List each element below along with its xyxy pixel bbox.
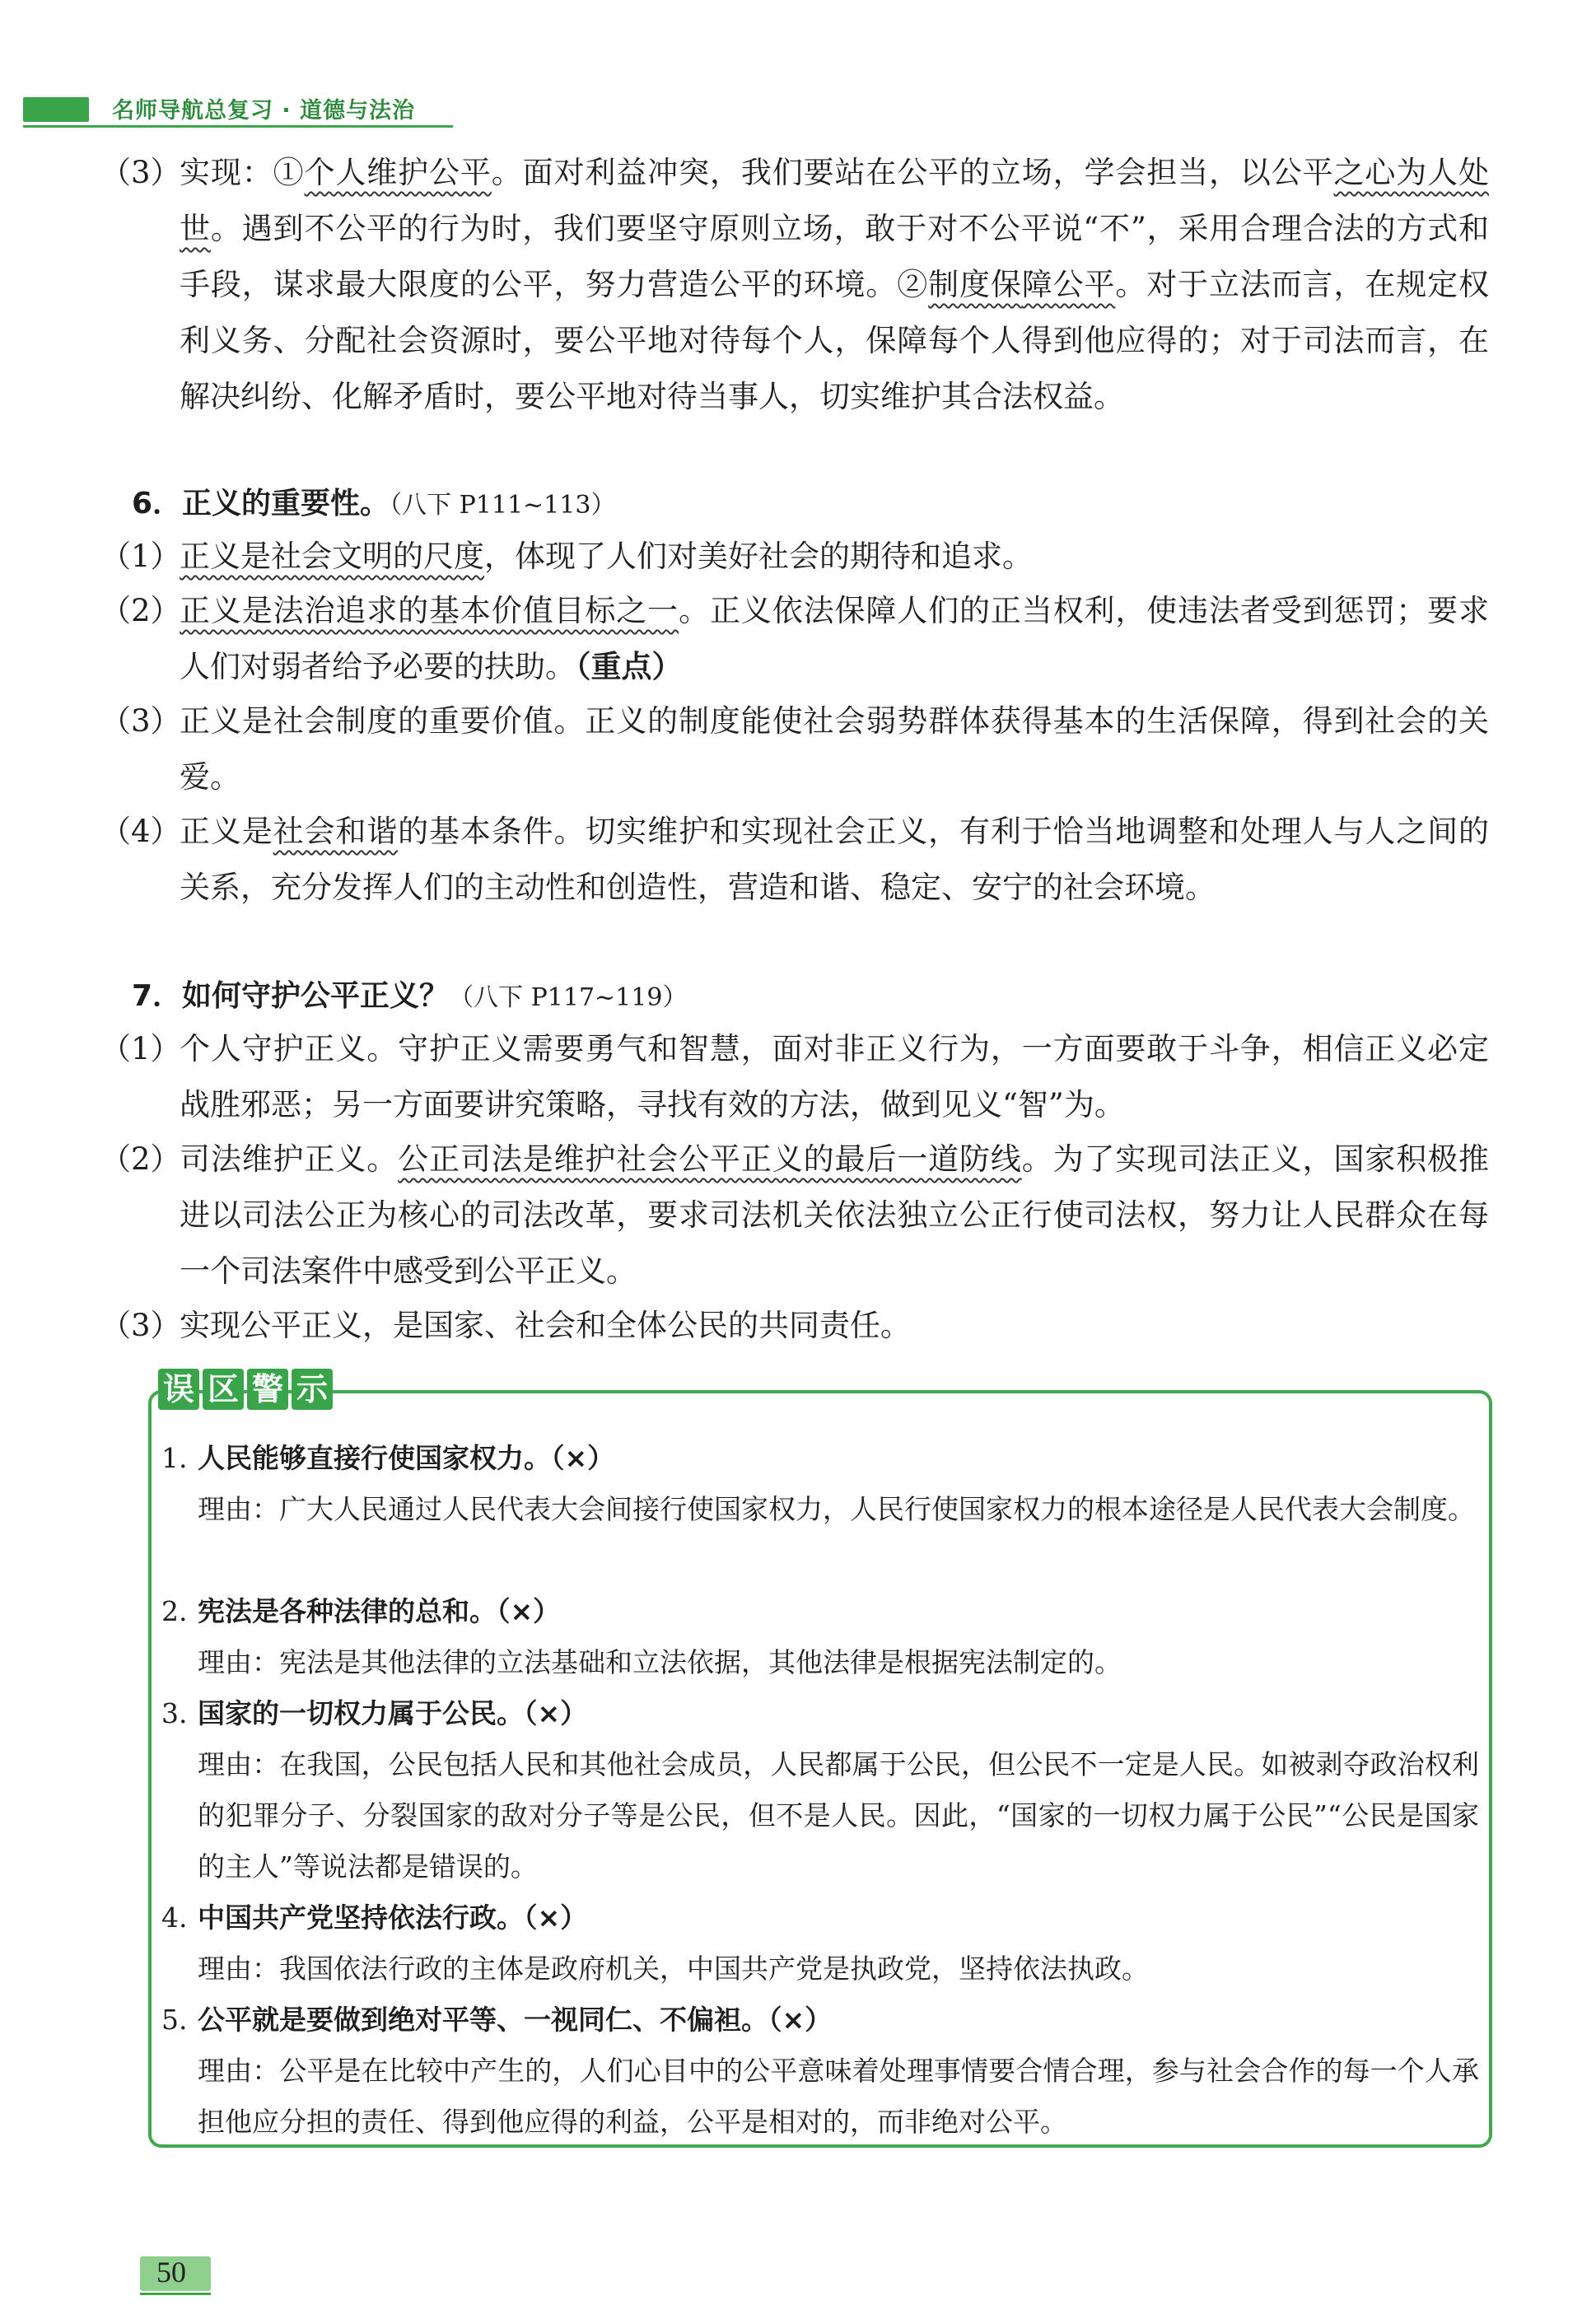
misconception: 人民能够直接行使国家权力。（×） [198, 1442, 615, 1474]
text: 实现公平正义，是国家、社会和全体公民的共同责任。 [180, 1308, 911, 1343]
section-title: 7．如何守护公平正义？ [132, 979, 450, 1013]
misconception: 中国共产党坚持依法行政。（×） [198, 1901, 588, 1934]
title-char: 警 [247, 1369, 288, 1410]
item-number: 3. [161, 1697, 188, 1729]
text: 。为了实现司法正义，国家积极推进以司法公正为核心的司法改革，要求司法机关依法独立公正行使司法权，努力让人民群众在每一个司法案件中感受到公平正义。 [180, 1141, 1490, 1289]
text: 正义是社会制度的重要价值。正义的制度能使社会弱势群体获得基本的生活保障，得到社会的关爱。 [180, 703, 1489, 795]
text: ，体现了人们对美好社会的期待和追求。 [484, 539, 1033, 574]
text: 的基本条件。切实维护和实现社会正义，有利于恰当地调整和处理人与人之间的关系，充分发挥人们的主动性和创造性，营造和谐、稳定、安宁的社会环境。 [180, 814, 1490, 905]
warning-reason-3: 理由：在我国，公民包括人民和其他社会成员，人民都属于公民，但公民不一定是人民。如被剥夺政治权利的犯罪分子、分裂国家的敌对分子等是公民，但不是人民。因此，“国家的一切权力属于公民”“公民是国家的主人”等说法都是错误的。 [198, 1748, 1479, 1883]
emphasis: 正义是社会文明的尺度 [180, 539, 484, 574]
emphasis: 正义是法治追求的基本价值目标之一 [180, 593, 679, 628]
textbook-reference: （八下 P117~119） [449, 983, 688, 1012]
text: 。对于立法而言，在规定权利义务、分配社会资源时，要公平地对待每个人， [180, 267, 1490, 358]
textbook-reference: （八下 P111~113） [390, 491, 616, 520]
item-number: 5. [161, 2004, 188, 2036]
warning-item-1 [161, 1433, 1479, 1484]
text: 实现：① [180, 155, 305, 190]
item-number: 1. [161, 1442, 188, 1474]
title-char: 示 [292, 1369, 333, 1410]
warning-item-2 [161, 1586, 1479, 1637]
emphasis: 制度保 [928, 267, 1022, 302]
fairness-realize-paragraph [100, 145, 1490, 425]
justice-item-1 [100, 529, 1489, 585]
page-number: 50 [156, 2256, 186, 2289]
item-number: 4. [161, 1901, 188, 1934]
misconception: 公平就是要做到绝对平等、一视同仁、不偏袒。（×） [198, 2004, 833, 2036]
page-number-rule [140, 2293, 211, 2295]
section-title: 6．正义的重要性。 [132, 487, 390, 520]
warning-reason-2: 理由：宪法是其他法律的立法基础和立法依据，其他法律是根据宪法制定的。 [198, 1646, 1122, 1678]
warning-reason-4: 理由：我国依法行政的主体是政府机关，中国共产党是执政党，坚持依法执政。 [198, 1953, 1149, 1985]
section-7-heading [132, 975, 687, 1020]
title-char: 区 [203, 1369, 244, 1410]
item-number: （3） [100, 703, 181, 739]
key-point-tag: （重点） [576, 649, 683, 684]
justice-item-4 [100, 804, 1490, 916]
warning-reason-5: 理由：公平是在比较中产生的，人们心目中的公平意味着处理事情要合情合理，参与社会合作的每一个人承担他应分担的责任、得到他应得的利益，公平是相对的，而非绝对公平。 [198, 2055, 1479, 2138]
section-6-heading [132, 483, 615, 527]
item-number: （2） [100, 1141, 181, 1177]
text: 当事人，切实维护其合法权益。 [698, 379, 1124, 414]
header-rule [23, 125, 453, 128]
item-number: 2. [161, 1595, 188, 1627]
text: 保障每个人得到他应得的；对于司法而言，在解决纠纷、化解矛盾时，要公平地对待 [180, 323, 1490, 414]
text: 司法维护正义。 [180, 1141, 399, 1177]
header-accent-bar [23, 97, 89, 122]
header-title: 名师导航总复习 · 道德与法治 [112, 98, 416, 124]
emphasis: 障公平 [1021, 267, 1116, 302]
text: 个人守护正义。守护正义需要勇气和智慧，面对非正义行为，一方面要敢于斗争，相信正义必定战胜邪恶；另一方面要讲究策略，寻找有效的方法，做到见义“智”为。 [180, 1031, 1489, 1122]
misconception: 宪法是各种法律的总和。（×） [198, 1595, 561, 1627]
emphasis: 之心为人处世 [180, 155, 1490, 246]
text: 。遇到不公平的行为时，我们要坚守原则立场，敢于对不公平说“不”， [210, 211, 1178, 246]
guard-item-3 [100, 1298, 1489, 1354]
text: 。正义依法保障人们的正当权利，使违法者受到惩罚；要求人们对弱者给予必要的扶助。 [180, 593, 1490, 684]
item-number: （3） [100, 155, 181, 190]
item-number: （1） [100, 1031, 181, 1066]
guard-item-1 [100, 1021, 1489, 1133]
item-number: （2） [100, 593, 181, 628]
emphasis: 公正司法是维护社会公平正义的最后一道防线 [398, 1141, 1022, 1177]
warning-item-3 [161, 1688, 1479, 1739]
emphasis: 个人维护公平 [304, 155, 492, 190]
text: 。面对利益冲突，我们要站在公平的立场，学会担当，以公平 [491, 155, 1334, 190]
title-char: 误 [158, 1369, 199, 1410]
mistake-warning-title [158, 1369, 333, 1410]
warning-item-5 [161, 1995, 1479, 2046]
warning-item-4 [161, 1892, 1479, 1943]
justice-item-3 [100, 693, 1489, 805]
guard-item-2 [100, 1132, 1490, 1299]
text: 采用合理合法的方式和手段，谋求最大限度的公平，努力营造公平的环境。② [180, 211, 1490, 302]
misconception: 国家的一切权力属于公民。（×） [198, 1697, 588, 1729]
item-number: （4） [100, 814, 181, 849]
text: 正义是 [180, 814, 273, 849]
item-number: （3） [100, 1308, 181, 1343]
warning-reason-1: 理由：广大人民通过人民代表大会间接行使国家权力，人民行使国家权力的根本途径是人民代表大会制度。 [198, 1493, 1475, 1525]
justice-item-2 [100, 583, 1490, 695]
item-number: （1） [100, 539, 181, 574]
emphasis: 社会和谐 [273, 814, 399, 849]
